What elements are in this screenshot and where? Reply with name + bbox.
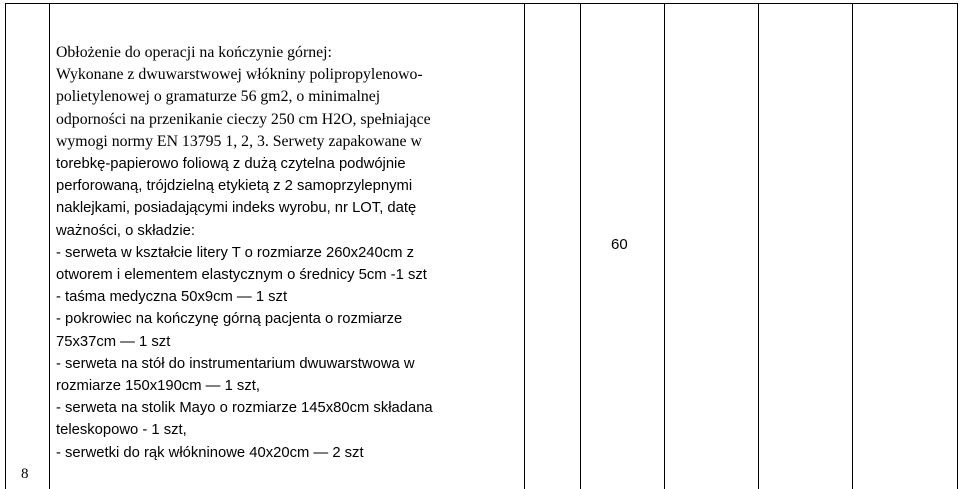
description-line: wymogi normy EN 13795 1, 2, 3. Serwety zapakowane w — [56, 132, 422, 150]
column-divider — [852, 3, 853, 489]
description-line: naklejkami, posiadającymi indeks wyrobu, nr LOT, datę — [56, 200, 417, 217]
description-line: Wykonane z dwuwarstwowej włókniny polipropylenowo- — [56, 66, 423, 84]
column-divider — [758, 3, 759, 489]
description-line: otworem i elementem elastycznym o średnicy 5cm -1 szt — [56, 267, 427, 284]
description-line: - serwetki do rąk włókninowe 40x20cm — 2 szt — [56, 444, 364, 461]
description-line: polietylenowej o gramaturze 56 gm2, o minimalnej — [56, 88, 381, 106]
row-number-cell — [5, 3, 49, 489]
description-line: rozmiarze 150x190cm — 1 szt, — [56, 378, 260, 395]
table-top-border — [5, 3, 958, 4]
description-line: 75x37cm — 1 szt — [56, 333, 171, 350]
description-line: teleskopowo - 1 szt, — [56, 422, 187, 439]
quantity-value: 60 — [611, 236, 628, 253]
description-line: perforowaną, trójdzielną etykietą z 2 samoprzylepnymi — [56, 178, 413, 195]
description-line: - serweta na stół do instrumentarium dwuwarstwowa w — [56, 355, 415, 372]
column-divider — [580, 3, 581, 489]
description-line: torebkę-papierowo foliową z dużą czytelna podwójnie — [56, 156, 406, 173]
description-line: odporności na przenikanie cieczy 250 cm H2O, spełniające — [56, 110, 431, 128]
description-line: Obłożenie do operacji na kończynie górnej: — [56, 44, 332, 61]
description-line: - taśma medyczna 50x9cm — 1 szt — [56, 289, 288, 306]
row-number: 8 — [21, 466, 29, 482]
description-line: - serweta w kształcie litery T o rozmiarze 260x240cm z — [56, 244, 414, 261]
description-line: - pokrowiec na kończynę górną pacjenta o rozmiarze — [56, 311, 403, 328]
column-divider — [957, 3, 958, 489]
description-cell — [56, 42, 496, 464]
description-line: - serweta na stolik Mayo o rozmiarze 145x80cm składana — [56, 400, 433, 417]
column-divider — [524, 3, 525, 489]
column-divider — [664, 3, 665, 489]
column-divider — [49, 3, 50, 489]
description-line: ważności, o składzie: — [56, 222, 195, 239]
